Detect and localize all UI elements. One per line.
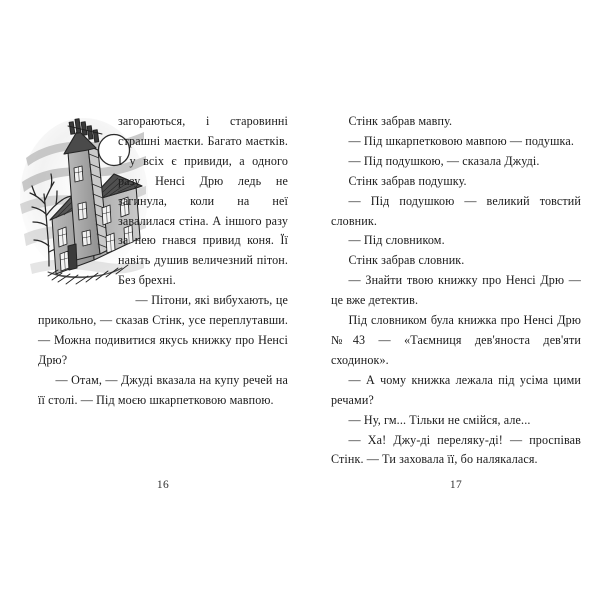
page-right-body (331, 112, 581, 470)
paragraph: — Ха! Джу-ді переляку-ді! — проспівав Стінк. — Ти заховала її, бо налякалася. (331, 432, 581, 467)
paragraph: загораються, і старовинні страшні маєтки. Багато маєтків. І у всіх є привиди, а одного разу Ненсі Дрю ледь не загинула, коли на неї завалилася стіна. А іншого разу за нею гнався привид коня. Її навіть душив величезний пітон. Без брехні. (118, 114, 288, 288)
paragraph: — Під словником. (348, 233, 445, 248)
paragraph: — Пітони, які вибухають, це прикольно, — сказав Стінк, усе переплутавши. — Можна подивитися якусь книжку про Ненсі Дрю? (38, 293, 288, 367)
paragraph: — Отам, — Джуді вказала на купу речей на її столі. — Під моєю шкарпетковою мавпою. (38, 372, 288, 407)
paragraph: — Під шкарпетковою мавпою — подушка. (348, 133, 574, 148)
illustration-text-wrap-spacer (0, 110, 112, 292)
paragraph: Стінк забрав словник. (348, 253, 465, 268)
page-number-left: 16 (156, 479, 170, 491)
paragraph: Стінк забрав подушку. (348, 173, 467, 188)
page-left (38, 112, 288, 512)
page-left-body (38, 112, 288, 411)
paragraph: Стінк забрав мавпу. (348, 114, 453, 128)
paragraph: Під словником була книжка про Ненсі Дрю №43 — «Таємниця дев'яноста дев'яти сходинок». (331, 313, 581, 367)
paragraph: — Знайти твою книжку про Ненсі Дрю — це вже детектив. (331, 273, 581, 308)
paragraph: — Під подушкою — великий товстий словник. (331, 193, 581, 228)
paragraph: — А чому книжка лежала під усіма цими речами? (331, 372, 581, 407)
paragraph: — Ну, гм... Тільки не смійся, але... (348, 412, 531, 427)
page-number-right: 17 (449, 479, 463, 491)
paragraph: — Під подушкою, — сказала Джуді. (348, 153, 540, 168)
page-right (331, 112, 581, 512)
